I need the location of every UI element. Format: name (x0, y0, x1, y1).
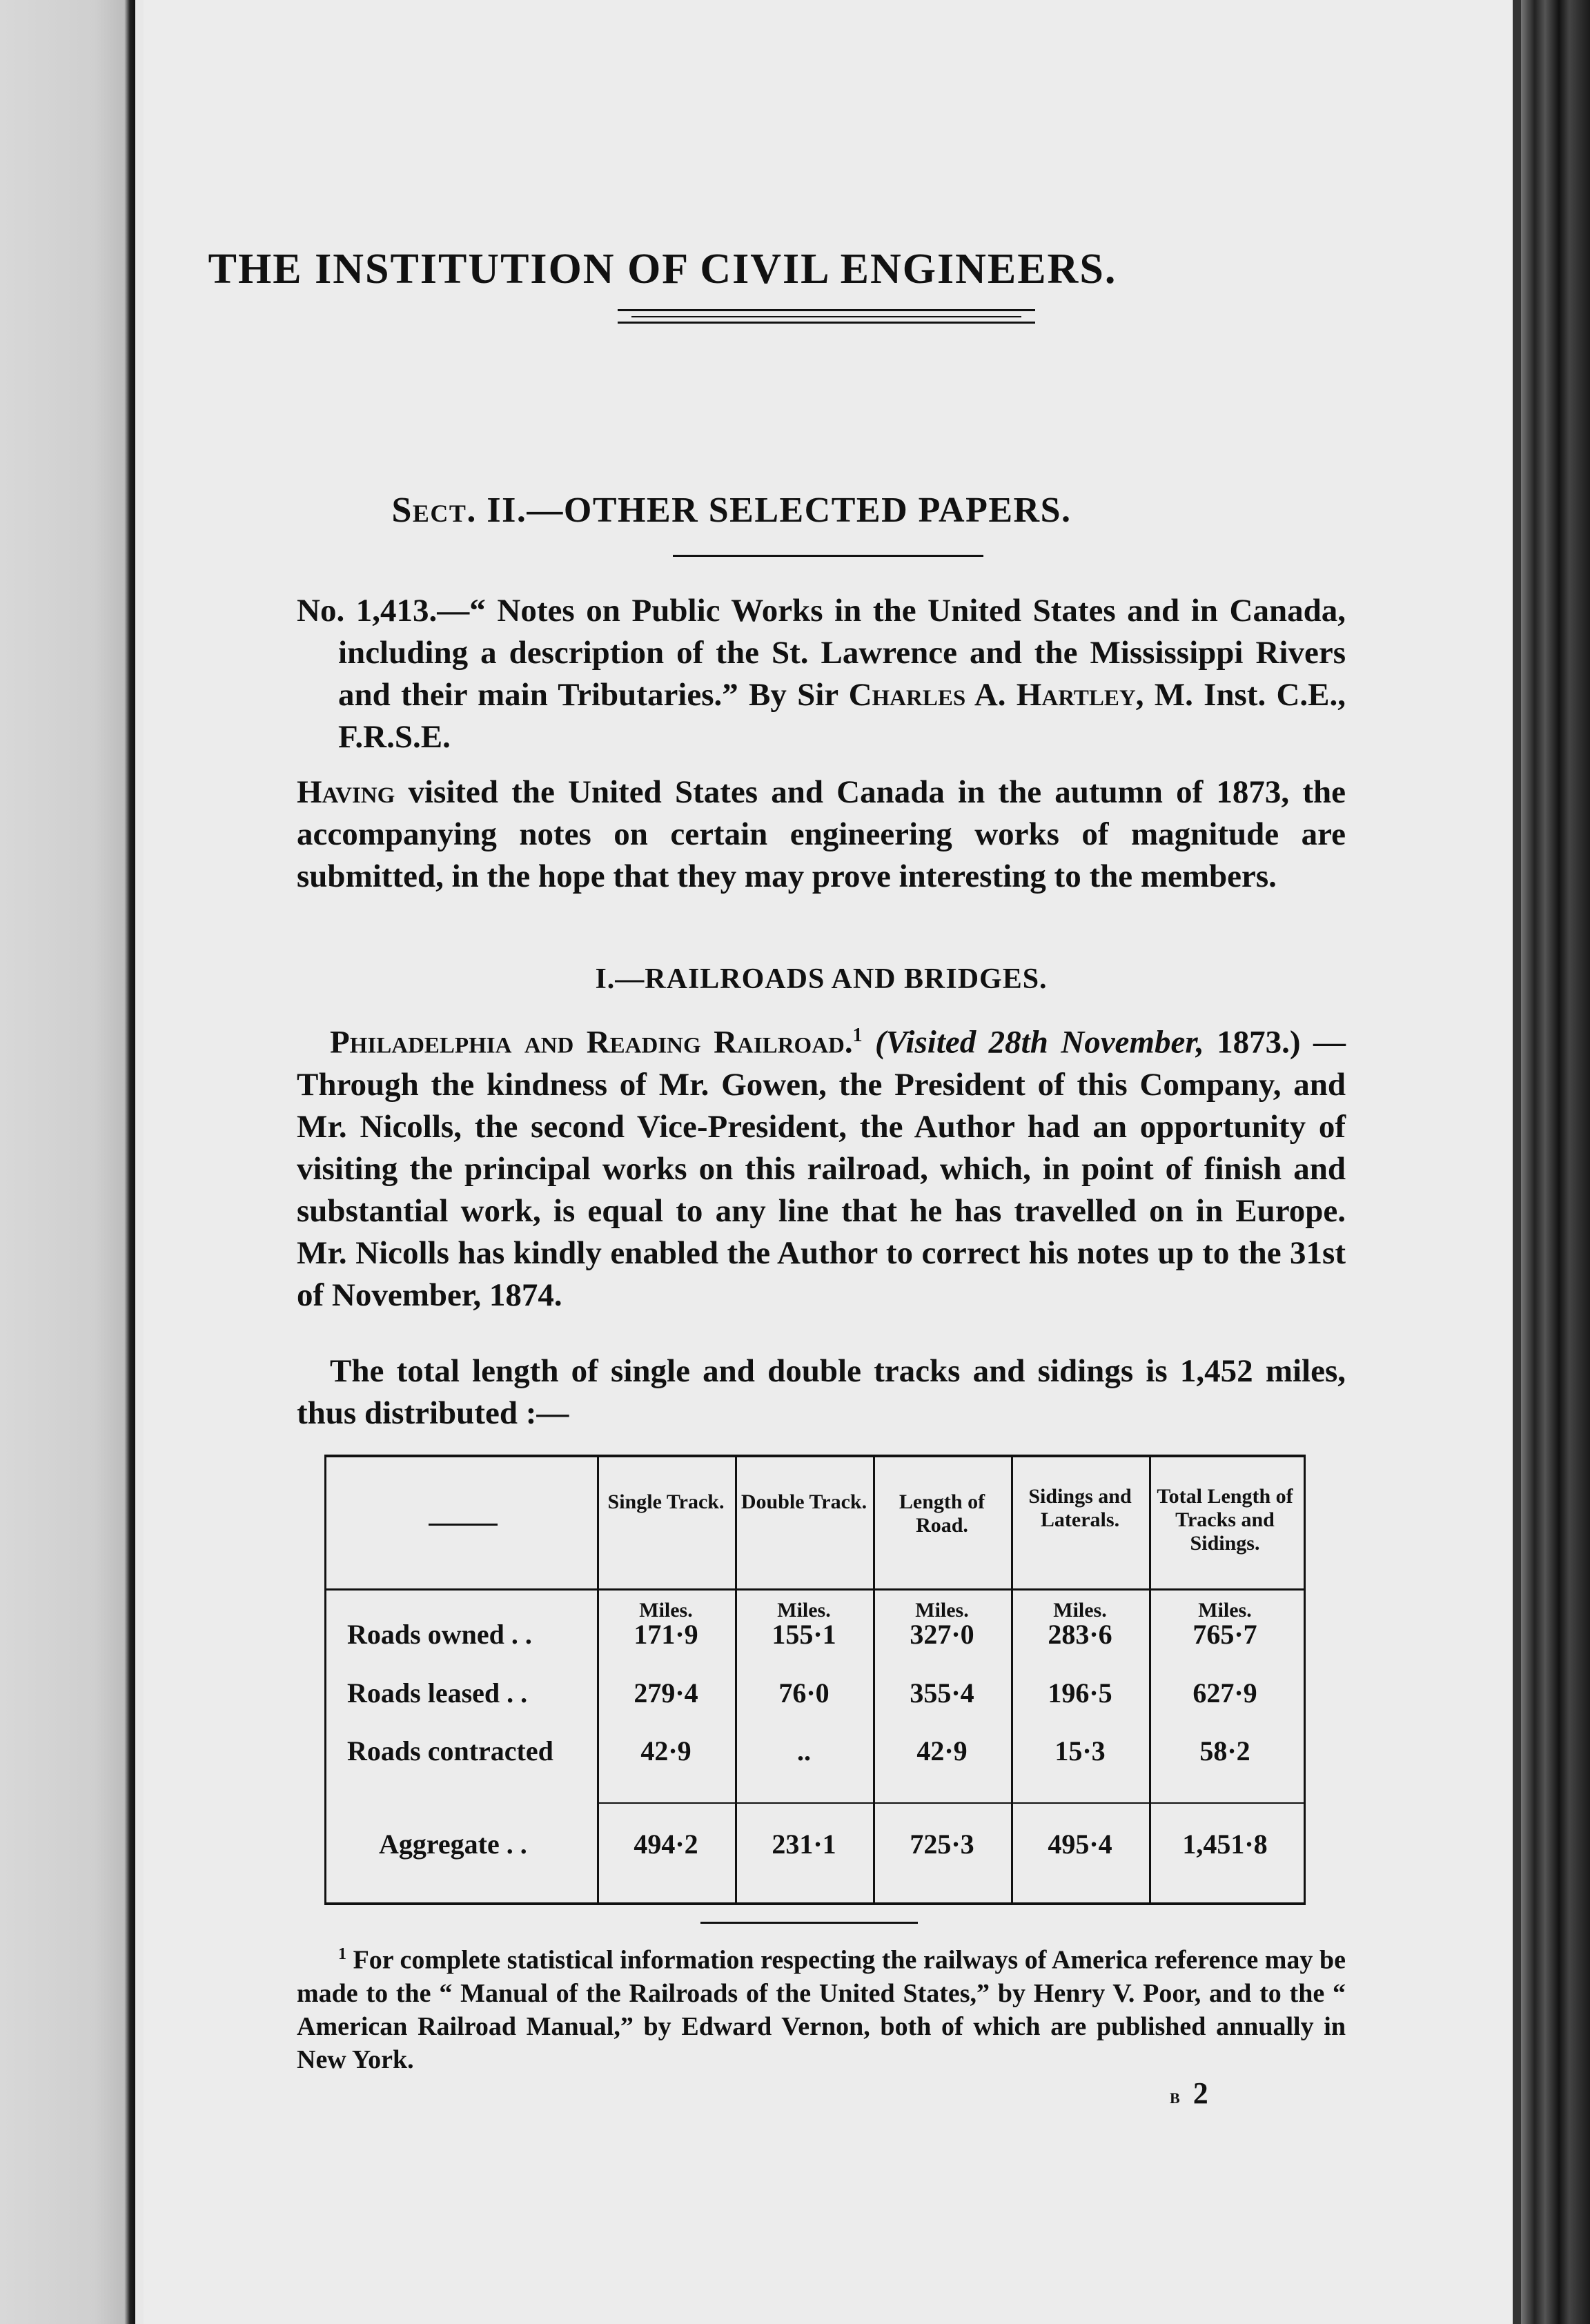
header-double-track: Double Track. (740, 1490, 867, 1513)
section-rule (673, 555, 983, 557)
row-label-leased: Roads leased . . (347, 1677, 528, 1708)
signature-number: 2 (1192, 2076, 1211, 2110)
table-cell: 171·9 (634, 1619, 698, 1650)
table-cell: 1,451·8 (1182, 1829, 1268, 1860)
intro-paragraph (297, 771, 1346, 898)
signature-letter: b (1170, 2083, 1183, 2108)
footnote (297, 1938, 1346, 2076)
title-rule-bottom (618, 322, 1035, 324)
header-dash (429, 1524, 498, 1526)
section-prefix: Sect. (391, 491, 477, 530)
header-rule (326, 1588, 1304, 1591)
aggregate-rule (597, 1802, 1304, 1804)
table-cell: 58·2 (1199, 1735, 1250, 1766)
table-cell: 196·5 (1048, 1677, 1112, 1708)
table-cell: 42·9 (916, 1735, 968, 1766)
row-label-owned: Roads owned . . (347, 1619, 532, 1650)
table-cell: 765·7 (1192, 1619, 1257, 1650)
railroad-name: Philadelphia and Reading Railroad. (330, 1024, 853, 1061)
signature-mark (1170, 2076, 1211, 2111)
paper-author: Charles A. Hartley (848, 677, 1136, 713)
header-single-track: Single Track. (607, 1490, 725, 1513)
unit-label: Miles. (915, 1599, 969, 1622)
table-cell: 279·4 (634, 1677, 698, 1708)
section-title: II.—OTHER SELECTED PAPERS. (487, 491, 1072, 530)
header-sidings: Sidings and Laterals. (1028, 1485, 1132, 1531)
paper-title (297, 590, 1346, 758)
table-cell: 627·9 (1192, 1677, 1257, 1708)
row-label-aggregate: Aggregate . . (379, 1829, 527, 1860)
subheading: I.—RAILROADS AND BRIDGES. (595, 963, 1048, 995)
header-total-length: Total Length of Tracks and Sidings. (1157, 1485, 1293, 1555)
table-cell: .. (797, 1735, 811, 1766)
title-rule-mid (631, 316, 1021, 317)
railroad-visited: (Visited 28th November, (875, 1024, 1204, 1061)
table-cell: 725·3 (910, 1829, 974, 1860)
total-paragraph: The total length of single and double tracks and sidings is 1,452 miles, thus distributed :— (297, 1353, 1346, 1431)
table-cell: 327·0 (910, 1619, 974, 1650)
table-cell: 495·4 (1048, 1829, 1112, 1860)
table-cell: 15·3 (1054, 1735, 1106, 1766)
unit-label: Miles. (1198, 1599, 1252, 1622)
unit-label: Miles. (1053, 1599, 1107, 1622)
intro-first-word: Having (297, 774, 395, 810)
footnote-text: For complete statistical information respecting the railways of America reference may be made to the “ Manual of the Railroads of the United States,” by Henry V. Poor, and to the “ American Railroad Manual,” by Edward Vernon, both of which are published annually in New York. (297, 1945, 1346, 2074)
table-cell: 42·9 (640, 1735, 691, 1766)
row-label-contracted: Roads contracted (347, 1735, 553, 1766)
railroad-table (324, 1455, 1306, 1905)
running-head: THE INSTITUTION OF CIVIL ENGINEERS. (208, 246, 1117, 293)
railroad-paragraph (297, 1014, 1346, 1317)
section-heading (283, 490, 1180, 531)
unit-label: Miles. (777, 1599, 831, 1622)
table-cell: 283·6 (1048, 1619, 1112, 1650)
table-cell: 494·2 (634, 1829, 698, 1860)
railroad-text: 1873.) — Through the kindness of Mr. Gowen, the President of this Company, and Mr. Nicolls, the second Vice-President, the Author had an opportunity of visiting the principal works on this railroad, which, in point of finish and substantial work, is equal to any line that he has travelled on in Europe. Mr. Nicolls has kindly enabled the Author to correct his notes up to the 31st of November, 1874. (297, 1024, 1346, 1313)
title-rule-top (618, 309, 1035, 311)
intro-text: visited the United States and Canada in the autumn of 1873, the accompanying notes on certain engineering works of magnitude are submitted, in the hope that they may prove interesting to the members. (297, 774, 1346, 894)
table-cell: 231·1 (772, 1829, 836, 1860)
left-page-edge (0, 0, 135, 2324)
right-page-edge (1521, 0, 1590, 2324)
table-cell: 155·1 (772, 1619, 836, 1650)
paper-credentials: , M. Inst. C.E., F.R.S.E. (338, 677, 1346, 755)
table-cell: 76·0 (778, 1677, 830, 1708)
footnote-marker: 1 (338, 1945, 346, 1963)
footnote-rule (700, 1922, 918, 1924)
unit-label: Miles. (639, 1599, 693, 1622)
railroad-footnote-ref: 1 (852, 1025, 863, 1046)
paper-title-text: No. 1,413.—“ Notes on Public Works in the United States and in Canada, including a description of the St. Lawrence and the Mississippi Rivers and their main Tributaries.” By Sir (297, 593, 1346, 713)
header-length-of-road: Length of Road. (899, 1490, 985, 1537)
table-cell: 355·4 (910, 1677, 974, 1708)
